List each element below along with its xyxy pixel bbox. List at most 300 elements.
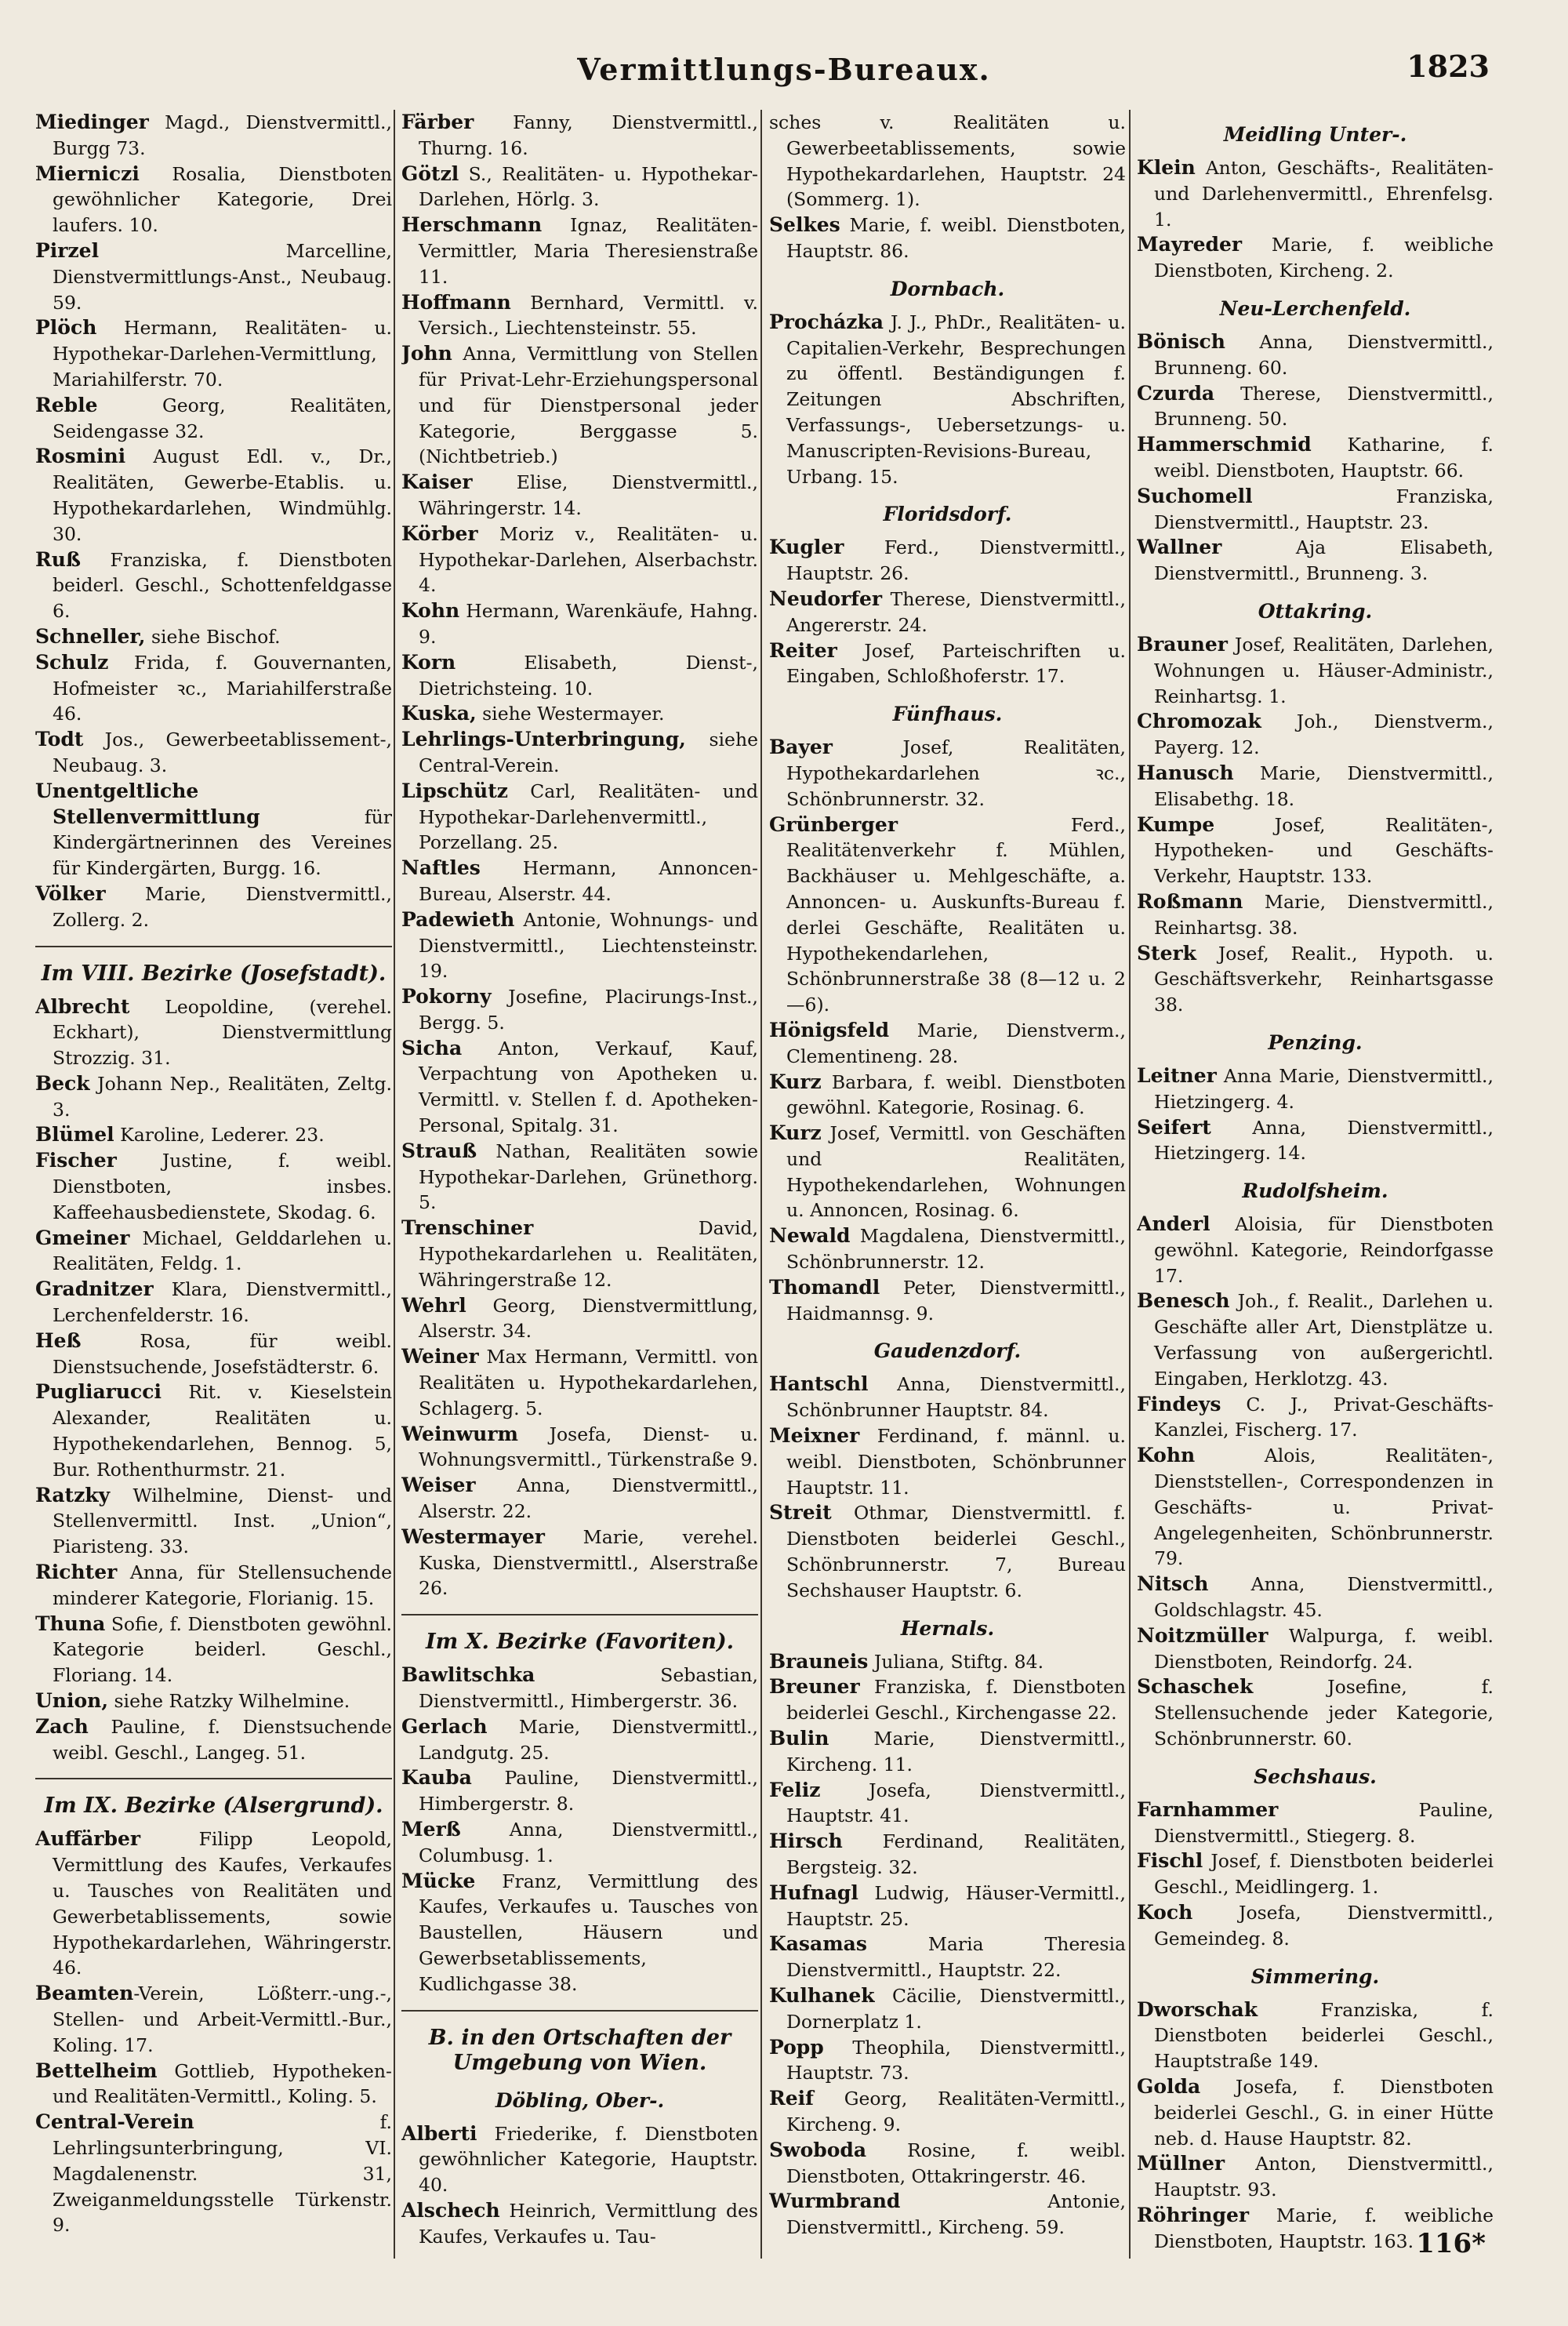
directory-entry (769, 1121, 1126, 1223)
column-divider (760, 110, 762, 2259)
entry-name: Koch (1137, 1901, 1193, 1924)
entry-name: Leitner (1137, 1063, 1217, 1087)
entry-name: Wehrl (401, 1293, 466, 1317)
entry-details: Joh., Dienstverm., Payerg. 12. (1154, 711, 1494, 759)
entry-name: Central-Verein (35, 2110, 194, 2134)
entry-name: Noitzmüller (1137, 1623, 1269, 1647)
directory-entry (769, 1500, 1126, 1603)
entry-details: Marie, Dienstvermittl., Kircheng. 11. (786, 1728, 1126, 1775)
entry-name: Lipschütz (401, 779, 508, 802)
directory-entry (401, 470, 758, 522)
entry-name: Mücke (401, 1869, 476, 1892)
directory-entry (1137, 1848, 1494, 1900)
directory-entry (1137, 1997, 1494, 2074)
entry-name: Bönisch (1137, 329, 1225, 353)
entry-name: Swoboda (769, 2138, 867, 2161)
directory-entry (35, 1483, 392, 1560)
directory-entry (769, 1726, 1126, 1778)
entry-name: Benesch (1137, 1289, 1230, 1313)
directory-entry (769, 2086, 1126, 2138)
entry-details: Hermann, Annoncen-Bureau, Alserstr. 44. (419, 857, 758, 905)
entry-details: Alois, Realitäten-, Dienststellen-, Correspondenzen in Geschäfts- u. Privat-Angelegenheiten, Schönbrunnerstr. 79. (1154, 1445, 1494, 1570)
entry-name: Heß (35, 1328, 82, 1352)
entry-details: Ignaz, Realitäten-Vermittler, Maria Theresienstraße 11. (419, 214, 758, 288)
directory-entry (1137, 709, 1494, 761)
section-heading: Im IX. Bezirke (Alsergrund). (35, 1778, 392, 1819)
entry-name: Bulin (769, 1727, 829, 1750)
directory-entry (401, 1817, 758, 1869)
entry-name: Suchomell (1137, 484, 1253, 507)
entry-details: Anna Marie, Dienstvermittl., Hietzingerg. 4. (1154, 1064, 1494, 1113)
directory-entry (769, 1932, 1126, 1983)
directory-entry (35, 2110, 392, 2238)
directory-entry (1137, 1797, 1494, 1849)
entry-name: Popp (769, 2035, 824, 2059)
entry-details: Josef, Parteischriften u. Eingaben, Schloßhoferstr. 17. (786, 639, 1126, 688)
entry-name: Hoffmann (401, 290, 511, 314)
entry-name: Mayreder (1137, 233, 1243, 256)
directory-entry (1137, 1288, 1494, 1391)
entry-name: Kurz (769, 1121, 822, 1145)
entry-name: Feliz (769, 1778, 821, 1801)
entry-name: Plöch (35, 316, 97, 340)
entry-name: Bayer (769, 736, 833, 759)
entry-details: Heinrich, Vermittlung des Kaufes, Verkaufes u. Tau- (419, 2199, 758, 2248)
entry-name: Gerlach (401, 1714, 488, 1738)
entry-details: siehe Central-Verein. (419, 729, 758, 776)
entry-details: Marie, verehel. Kuska, Dienstvermittl., Alserstraße 26. (419, 1525, 758, 1600)
entry-details: Franziska, f. Dienstboten beiderlei Geschl., Kirchengasse 22. (786, 1676, 1126, 1725)
entry-details: Anton, Geschäfts-, Realitäten- und Darlehenvermittl., Ehrenfelsg. 1. (1154, 157, 1494, 231)
section-heading: Simmering. (1250, 1964, 1380, 1988)
section-heading: Im VIII. Bezirke (Josefstadt). (35, 946, 392, 987)
entry-name: Farnhammer (1137, 1797, 1279, 1821)
entry-name: Schaschek (1137, 1675, 1254, 1699)
entry-name: Unentgeltliche Stellenvermittlung (35, 779, 260, 828)
entry-name: Hönigsfeld (769, 1018, 890, 1041)
directory-entry (769, 1372, 1126, 1423)
directory-entry (769, 2138, 1126, 2190)
entry-details: Anton, Verkauf, Kauf, Verpachtung von Apotheken u. Vermittl. v. Stellen f. d. Apotheken-Personal, Spitalg. 31. (419, 1037, 758, 1137)
section-heading: B. in den Ortschaften der Umgebung von Wien. (401, 2010, 758, 2076)
entry-details: Anna, Vermittlung von Stellen für Privat-Lehr-Erziehungspersonal und für Dienstpersonal jeder Kategorie, Berggasse 5. (Nichtbetrieb.) (419, 343, 758, 468)
entry-details: Anna, für Stellensuchende minderer Kategorie, Florianig. 15. (53, 1561, 392, 1609)
directory-entry (35, 1379, 392, 1482)
directory-entry (35, 1981, 392, 2058)
entry-name: Kaiser (401, 471, 473, 494)
entry-details: Sofie, f. Dienstboten gewöhnl. Kategorie beiderl. Geschl., Floriang. 14. (53, 1612, 392, 1687)
directory-entry (35, 2059, 392, 2110)
entry-details: Michael, Gelddarlehen u. Realitäten, Feldg. 1. (53, 1227, 392, 1275)
entry-name: Brauneis (769, 1649, 869, 1673)
entry-details: Elise, Dienstvermittl., Währingerstr. 14. (419, 471, 758, 519)
entry-name: John (401, 342, 452, 365)
directory-entry (769, 587, 1126, 638)
entry-name: Weinwurm (401, 1422, 518, 1445)
entry-details: Georg, Realitäten-Vermittl., Kircheng. 9. (786, 2088, 1126, 2135)
directory-entry (401, 110, 758, 162)
directory-entry (35, 1328, 392, 1380)
entry-details: Marie, f. weibliche Dienstboten, Hauptstr. 163. (1154, 2204, 1494, 2252)
directory-entry (401, 1036, 758, 1139)
entry-details: Sebastian, Dienstvermittl., Himbergerstr. 36. (419, 1664, 758, 1713)
entry-name: Meixner (769, 1424, 860, 1448)
entry-details: Pauline, f. Dienstsuchende weibl. Geschl., Langeg. 51. (53, 1715, 392, 1764)
directory-entry (769, 1674, 1126, 1726)
entry-details: Carl, Realitäten- und Hypothekar-Darlehenvermittl., Porzellang. 25. (419, 780, 758, 854)
entry-details: Juliana, Stiftg. 84. (868, 1650, 1044, 1673)
entry-details: C. J., Privat-Geschäfts-Kanzlei, Fischerg. 17. (1154, 1393, 1494, 1441)
entry-name: Golda (1137, 2075, 1201, 2098)
directory-entry (401, 2198, 758, 2250)
entry-details: siehe Westermayer. (476, 703, 665, 725)
entry-details: Ludwig, Häuser-Vermittl., Hauptstr. 25. (786, 1881, 1126, 1930)
directory-entry (1137, 941, 1494, 1018)
entry-name: Grünberger (769, 812, 898, 836)
entry-name: Wurmbrand (769, 2190, 901, 2213)
section-heading: Ottakring. (1258, 599, 1373, 623)
entry-name: Kurz (769, 1070, 822, 1093)
directory-entry (769, 110, 1126, 213)
directory-entry (1137, 889, 1494, 941)
entry-name: Wallner (1137, 536, 1222, 559)
entry-details: Ferd., Dienstvermittl., Hauptstr. 26. (786, 536, 1126, 585)
entry-name: Mierniczi (35, 162, 140, 185)
entry-name: Kulhanek (769, 1984, 875, 2007)
entry-name: Nitsch (1137, 1572, 1209, 1596)
entry-name: Brauner (1137, 632, 1228, 656)
directory-entry (35, 1612, 392, 1688)
entry-details: Othmar, Dienstvermittl. f. Dienstboten beiderlei Geschl., Schönbrunnerstr. 7, Bureau Sechshauser Hauptstr. 6. (786, 1502, 1126, 1601)
entry-details: Ferdinand, Realitäten, Bergsteig. 32. (786, 1830, 1126, 1879)
entry-details: Josefine, Placirungs-Inst., Bergg. 5. (419, 986, 758, 1034)
entry-details: Aloisia, für Dienstboten gewöhnl. Kategorie, Reindorfgasse 17. (1154, 1213, 1494, 1287)
directory-entry (401, 907, 758, 984)
entry-details: Rosine, f. weibl. Dienstboten, Ottakringerstr. 46. (786, 2139, 1126, 2187)
entry-name: Sicha (401, 1036, 463, 1059)
directory-entry (35, 779, 392, 881)
entry-details: Marie, Dienstvermittl., Elisabethg. 18. (1154, 761, 1494, 810)
entry-details: Gottlieb, Hypotheken- und Realitäten-Vermittl., Koling. 5. (53, 2059, 392, 2108)
entry-details: Wilhelmine, Dienst- und Stellenvermittl. Inst. „Union“, Piaristeng. 33. (53, 1484, 392, 1558)
directory-entry (35, 315, 392, 392)
entry-details: Anna, Dienstvermittl., Alserstr. 22. (419, 1474, 758, 1523)
directory-entry (35, 650, 392, 727)
entry-details: Filipp Leopold, Vermittlung des Kaufes, Verkaufes u. Tausches von Realitäten und Gewerbetablissements, sowie Hypothekardarlehen, Währingerstr. 46. (53, 1828, 392, 1979)
entry-name: Ratzky (35, 1483, 111, 1506)
entry-details: Marie, Dienstvermittl., Reinhartsg. 38. (1154, 890, 1494, 939)
entry-name: Anderl (1137, 1212, 1210, 1236)
directory-entry (401, 598, 758, 650)
entry-name: Todt (35, 728, 84, 751)
entry-details: Josef, Vermittl. von Geschäften und Realitäten, Hypothekendarlehen, Wohnungen u. Annoncen, Rosinag. 6. (786, 1122, 1126, 1222)
entry-name: Reble (35, 393, 98, 416)
directory-entry (401, 779, 758, 856)
entry-name: Körber (401, 522, 478, 545)
directory-entry (1137, 1212, 1494, 1288)
directory-entry (1137, 535, 1494, 587)
entry-details: Theophila, Dienstvermittl., Hauptstr. 73. (786, 2036, 1126, 2084)
entry-name: Thomandl (769, 1275, 880, 1299)
directory-entry (401, 1344, 758, 1421)
entry-name: Müllner (1137, 2152, 1225, 2175)
entry-name: Rosmini (35, 445, 126, 468)
entry-details: Josef, Realitäten, Darlehen, Wohnungen u. Häuser-Administr., Reinhartsg. 1. (1154, 633, 1494, 707)
entry-details: Georg, Dienstvermittlung, Alserstr. 34. (419, 1294, 758, 1343)
entry-details: Rosalia, Dienstboten gewöhnlicher Kategorie, Drei laufers. 10. (53, 162, 392, 237)
entry-details: Moriz v., Realitäten- u. Hypothekar-Darlehen, Alserbachstr. 4. (419, 522, 758, 597)
entry-details: Hermann, Warenkäufe, Hahng. 9. (419, 600, 758, 648)
entry-details: Bernhard, Vermittl. v. Versich., Liechtensteinstr. 55. (419, 291, 758, 340)
entry-details: Antonie, Dienstvermittl., Kircheng. 59. (786, 2190, 1126, 2239)
entry-details: Therese, Dienstvermittl., Angererstr. 24. (786, 587, 1126, 636)
entry-name: Zach (35, 1714, 89, 1738)
directory-entry (1137, 484, 1494, 536)
directory-entry (401, 856, 758, 907)
entry-name: Röhringer (1137, 2203, 1250, 2226)
signature-mark: 116* (1416, 2228, 1486, 2259)
entry-details: siehe Ratzky Wilhelmine. (108, 1690, 350, 1713)
directory-entry (769, 1829, 1126, 1881)
entry-details: Hermann, Realitäten- u. Hypothekar-Darlehen-Vermittlung, Mariahilferstr. 70. (53, 317, 392, 391)
directory-entry (1137, 1063, 1494, 1115)
section-heading: Döbling, Ober-. (495, 2088, 665, 2112)
entry-details: David, Hypothekardarlehen u. Realitäten, Währingerstraße 12. (419, 1217, 758, 1291)
entry-name: Gmeiner (35, 1226, 130, 1249)
entry-name: Alschech (401, 2198, 500, 2222)
entry-name: Miedinger (35, 111, 149, 133)
directory-entry (35, 1277, 392, 1328)
entry-name: Reif (769, 2087, 814, 2110)
entry-details: Rit. v. Kieselstein Alexander, Realitäten u. Hypothekendarlehen, Bennog. 5, Bur. Rothenthurmstr. 21. (53, 1381, 392, 1481)
entry-details: Rosa, für weibl. Dienstsuchende, Josefstädterstr. 6. (53, 1329, 392, 1378)
entry-details: Anna, Dienstvermittl., Hietzingerg. 14. (1154, 1116, 1494, 1165)
entry-name: Neudorfer (769, 587, 883, 610)
entry-name: Chromozak (1137, 710, 1261, 733)
entry-name: Reiter (769, 638, 837, 662)
directory-entry (401, 1422, 758, 1474)
entry-name: Herschmann (401, 213, 543, 237)
entry-name: Blümel (35, 1123, 114, 1147)
directory-entry (35, 994, 392, 1071)
entry-name: Völker (35, 881, 106, 905)
entry-details: Josef, Realitäten, Hypothekardarlehen ꝛc., Schönbrunnerstr. 32. (786, 736, 1126, 810)
directory-entry (769, 812, 1126, 1018)
directory-entry (35, 1122, 392, 1148)
entry-details: Frida, f. Gouvernanten, Hofmeister ꝛc., Mariahilferstraße 46. (53, 651, 392, 725)
directory-entry (1137, 381, 1494, 433)
directory-entry (1137, 632, 1494, 709)
directory-entry (401, 1765, 758, 1817)
entry-name: Procházka (769, 310, 884, 333)
directory-entry (769, 638, 1126, 690)
entry-name: Kohn (1137, 1444, 1196, 1467)
entry-name: Kauba (401, 1766, 472, 1790)
entry-name: Strauß (401, 1139, 477, 1162)
directory-entry (769, 535, 1126, 587)
entry-details: -Verein, Lößterr.-ung.-, Stellen- und Arbeit-Vermittl.-Bur., Koling. 17. (53, 1983, 392, 2056)
entry-details: Anna, Dienstvermittl., Columbusg. 1. (419, 1819, 758, 1866)
section-heading: Hernals. (900, 1616, 995, 1640)
entry-details: für Kindergärtnerinnen des Vereines für Kindergärten, Burgg. 16. (53, 805, 392, 880)
directory-entry (769, 735, 1126, 812)
entry-name: Pugliarucci (35, 1380, 162, 1404)
directory-entry (769, 2035, 1126, 2087)
directory-entry (401, 213, 758, 289)
entry-name: Richter (35, 1561, 118, 1584)
entry-name: Klein (1137, 156, 1196, 179)
directory-entry (35, 1226, 392, 1277)
entry-details: Josefa, Dienstvermittl., Gemeindeg. 8. (1154, 1902, 1494, 1950)
entry-details: S., Realitäten- u. Hypothekar-Darlehen, Hörlg. 3. (419, 162, 758, 211)
entry-details: Maria Theresia Dienstvermittl., Hauptstr. 22. (786, 1933, 1126, 1982)
column-3 (769, 110, 1126, 2259)
directory-entry (35, 444, 392, 547)
entry-name: Findeys (1137, 1392, 1221, 1416)
column-divider (394, 110, 395, 2259)
entry-details: Johann Nep., Realitäten, Zeltg. 3. (53, 1072, 392, 1121)
entry-details: Nathan, Realitäten sowie Hypothekar-Darlehen, Grünethorg. 5. (419, 1139, 758, 1214)
entry-name: Pokorny (401, 985, 492, 1009)
entry-details: Josefa, Dienstvermittl., Hauptstr. 41. (786, 1779, 1126, 1827)
entry-details: August Edl. v., Dr., Realitäten, Gewerbe-Etablis. u. Hypothekardarlehen, Windmühlg. 30. (53, 445, 392, 545)
entry-name: Weiser (401, 1474, 476, 1497)
directory-entry (1137, 329, 1494, 381)
entry-name: Hufnagl (769, 1881, 858, 1904)
entry-name: Beamten (35, 1982, 134, 2005)
directory-entry (1137, 2074, 1494, 2151)
directory-entry (1137, 761, 1494, 812)
entry-details: Josef, Realitäten-, Hypotheken- und Geschäfts-Verkehr, Hauptstr. 133. (1154, 813, 1494, 888)
directory-entry (35, 162, 392, 238)
entry-name: Hanusch (1137, 761, 1234, 784)
section-heading: Sechshaus. (1254, 1764, 1377, 1788)
directory-entry (1137, 2151, 1494, 2203)
entry-details: Anna, Dienstvermittl., Schönbrunner Hauptstr. 84. (786, 1373, 1126, 1422)
section-heading: Dornbach. (890, 277, 1005, 300)
directory-entry (35, 238, 392, 315)
section-heading: Meidling Unter-. (1223, 123, 1407, 146)
directory-entry (401, 1525, 758, 1601)
entry-name: Hammerschmid (1137, 433, 1312, 456)
column-1 (35, 110, 392, 2259)
directory-entry (401, 1869, 758, 1997)
entry-details: siehe Bischof. (145, 625, 281, 648)
directory-entry (401, 162, 758, 213)
entry-details: Antonie, Wohnungs- und Dienstvermittl., Liechtensteinstr. 19. (419, 908, 758, 983)
section-heading: Neu-Lerchenfeld. (1219, 296, 1411, 320)
entry-details: Franz, Vermittlung des Kaufes, Verkaufes u. Tausches von Baustellen, Häusern und Gewerbsetablissements, Kudlichgasse 38. (419, 1870, 758, 1995)
directory-entry (769, 1223, 1126, 1275)
entry-name: Korn (401, 650, 456, 674)
directory-entry (35, 1826, 392, 1981)
entry-name: Roßmann (1137, 889, 1243, 913)
entry-name: Trenschiner (401, 1216, 534, 1240)
directory-entry (35, 624, 392, 650)
directory-entry (769, 1070, 1126, 1121)
directory-entry (769, 1649, 1126, 1675)
directory-entry (1137, 1900, 1494, 1952)
entry-name: Bawlitschka (401, 1663, 535, 1687)
entry-details: Anton, Dienstvermittl., Hauptstr. 93. (1154, 2153, 1494, 2201)
entry-details: Marie, f. weibl. Dienstboten, Hauptstr. 86. (786, 214, 1126, 262)
entry-name: Bettelheim (35, 2059, 158, 2082)
directory-entry (1137, 1674, 1494, 1751)
entry-name: Padewieth (401, 907, 515, 931)
entry-details: Pauline, Dienstvermittl., Himbergerstr. 8. (419, 1767, 758, 1815)
entry-details: Marie, f. weibliche Dienstboten, Kircheng. 2. (1154, 234, 1494, 282)
entry-details: Joh., f. Realit., Darlehen u. Geschäfte aller Art, Dienstplätze u. Verfassung von außergerichtl. Eingaben, Herklotzg. 43. (1154, 1290, 1494, 1390)
entry-details: Fanny, Dienstvermittl., Thurng. 16. (419, 111, 758, 159)
directory-entry (401, 1714, 758, 1766)
entry-name: Selkes (769, 213, 840, 237)
entry-details: Josef, f. Dienstboten beiderlei Geschl., Meidlingerg. 1. (1154, 1850, 1494, 1899)
directory-entry (1137, 432, 1494, 484)
directory-entry (769, 1423, 1126, 1500)
directory-entry (35, 393, 392, 445)
entry-details: Marie, Dienstvermittl., Zollerg. 2. (53, 882, 392, 931)
entry-name: Auffärber (35, 1827, 141, 1851)
directory-entry (35, 727, 392, 779)
directory-entry (401, 1663, 758, 1714)
directory-entry (769, 1018, 1126, 1070)
directory-entry (401, 701, 758, 727)
directory-entry (401, 522, 758, 598)
directory-entry (35, 110, 392, 162)
entry-details: Ferd., Realitätenverkehr f. Mühlen, Backhäuser u. Mehlgeschäfte, a. Annoncen- u. Auskunfts-Bureau f. derlei Geschäfte, Realitäten u. Hypothekendarlehen, Schönbrunnerstraße 38 (8—12 u. 2—6). (786, 813, 1126, 1016)
entry-details: Max Hermann, Vermittl. von Realitäten u. Hypothekardarlehen, Schlagerg. 5. (419, 1346, 758, 1419)
entry-name: Schneller, (35, 624, 146, 648)
section-heading: Im X. Bezirke (Favoriten). (401, 1614, 758, 1655)
entry-details: Magdalena, Dienstvermittl., Schönbrunnerstr. 12. (786, 1225, 1126, 1274)
directory-entry (769, 1881, 1126, 1932)
entry-details: Peter, Dienstvermittl., Haidmannsg. 9. (786, 1276, 1126, 1325)
entry-name: Czurda (1137, 381, 1215, 405)
directory-entry (769, 1983, 1126, 2035)
directory-entry (35, 1148, 392, 1225)
directory-entry (401, 2121, 758, 2198)
directory-entry (401, 727, 758, 779)
section-heading: Gaudenzdorf. (873, 1339, 1022, 1363)
entry-name: Weiner (401, 1345, 479, 1368)
directory-entry (1137, 1623, 1494, 1675)
entry-name: Westermayer (401, 1525, 545, 1548)
directory-entry (401, 1473, 758, 1525)
entry-name: Kuska, (401, 702, 477, 725)
entry-details: Marcelline, Dienstvermittlungs-Anst., Neubaug. 59. (53, 239, 392, 314)
section-heading: Penzing. (1268, 1030, 1363, 1054)
entry-details: Walpurga, f. weibl. Dienstboten, Reindorfg. 24. (1154, 1624, 1494, 1673)
entry-name: Kumpe (1137, 812, 1215, 836)
directory-entry (1137, 1392, 1494, 1444)
entry-name: Fischer (35, 1149, 117, 1172)
entry-name: Götzl (401, 162, 459, 185)
entry-details: Aja Elisabeth, Dienstvermittl., Brunneng. 3. (1154, 536, 1494, 585)
entry-details: sches v. Realitäten u. Gewerbeetablissements, sowie Hypothekardarlehen, Hauptstr. 24 (Sommerg. 1). (769, 111, 1126, 211)
entry-details: J. J., PhDr., Realitäten- u. Capitalien-Verkehr, Besprechungen zu öffentl. Beständigungen f. Zeitungen Abschriften, Verfassungs-, Uebersetzungs- u. Manuscripten-Revisions-Bureau, Urbang. 15. (786, 311, 1126, 488)
entry-details: Josef, Realit., Hypoth. u. Geschäftsverkehr, Reinhartsgasse 38. (1154, 942, 1494, 1016)
entry-name: Hantschl (769, 1372, 869, 1396)
entry-name: Pirzel (35, 238, 100, 262)
entry-details: Justine, f. weibl. Dienstboten, insbes. Kaffeehausbedienstete, Skodag. 6. (53, 1150, 392, 1223)
directory-entry (401, 290, 758, 342)
directory-entry (35, 547, 392, 624)
entry-details: Friederike, f. Dienstboten gewöhnlicher Kategorie, Hauptstr. 40. (419, 2122, 758, 2197)
directory-entry (35, 1071, 392, 1123)
directory-entry (1137, 812, 1494, 889)
section-heading: Rudolfsheim. (1242, 1179, 1388, 1203)
entry-details: Josefa, Dienst- u. Wohnungsvermittl., Türkenstraße 9. (419, 1423, 758, 1471)
